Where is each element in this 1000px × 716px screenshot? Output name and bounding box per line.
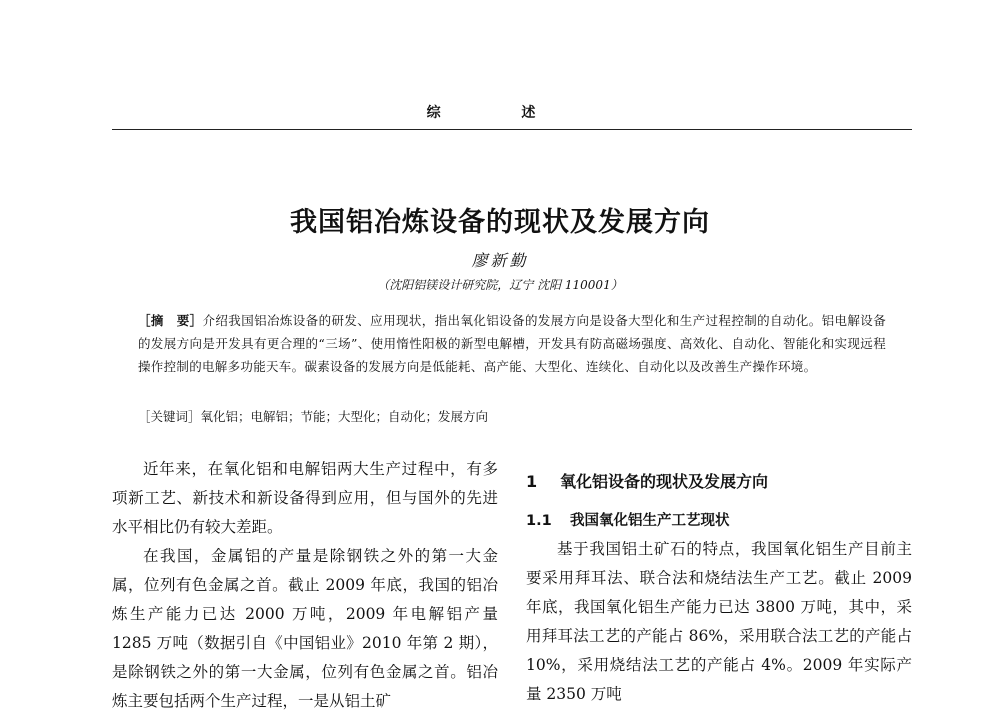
subsection-title: 我国氧化铝生产工艺现状 <box>570 513 730 529</box>
keywords-text: 氧化铝；电解铝；节能；大型化；自动化；发展方向 <box>200 409 489 424</box>
subsection-heading <box>526 507 912 535</box>
article-title: 我国铝冶炼设备的现状及发展方向 <box>290 207 710 238</box>
left-column <box>112 455 498 716</box>
section-number: 1 <box>526 472 538 491</box>
body-paragraph: 在我国，金属铝的产量是除钢铁之外的第一大金属，位列有色金属之首。截止 2009 年底，我国的铝冶炼生产能力已达 2000 万吨，2009 年电解铝产量 1285 万吨（数据引自《中国铝业》2010 年第 2 期），是除钢铁之外的第一大金属，位列有色金属之首。铝冶炼主要包括两个生产过程，一是从铝土矿 <box>112 547 498 710</box>
keywords-tag: ［关键词］ <box>138 409 201 424</box>
section-title: 氧化铝设备的现状及发展方向 <box>560 472 769 491</box>
abstract-text: 介绍我国铝冶炼设备的研发、应用现状，指出氧化铝设备的发展方向是设备大型化和生产过程控制的自动化。铝电解设备的发展方向是开发具有更合理的“三场”、使用惰性阳极的新型电解槽，开发具有防高磁场强度、高效化、自动化、智能化和实现远程操作控制的电解多功能天车。碳素设备的发展方向是低能耗、高产能、大型化、连续化、自动化以及改善生产操作环境。 <box>138 313 886 374</box>
header-rule <box>112 129 912 130</box>
author-name: 廖新勤 <box>471 251 529 270</box>
body-paragraph: 近年来，在氧化铝和电解铝两大生产过程中，有多项新工艺、新技术和新设备得到应用，但与国外的先进水平相比仍有较大差距。 <box>112 460 498 536</box>
journal-section-label: 综 述 <box>426 105 574 121</box>
subsection-number: 1.1 <box>526 513 552 529</box>
keywords <box>138 405 886 428</box>
abstract-tag: ［摘 要］ <box>138 313 203 328</box>
section-heading <box>526 467 912 497</box>
body-paragraph: 基于我国铝土矿石的特点，我国氧化铝生产目前主要采用拜耳法、联合法和烧结法生产工艺。截止 2009 年底，我国氧化铝生产能力已达 3800 万吨，其中，采用拜耳法工艺的产能占 86%，采用联合法工艺的产能占 10%，采用烧结法工艺的产能占 4%。2009 年实际产量 2350 万吨 <box>526 540 912 703</box>
abstract <box>138 309 886 378</box>
right-column <box>526 455 912 709</box>
author-affiliation: （沈阳铝镁设计研究院，辽宁 沈阳 110001） <box>377 278 623 292</box>
